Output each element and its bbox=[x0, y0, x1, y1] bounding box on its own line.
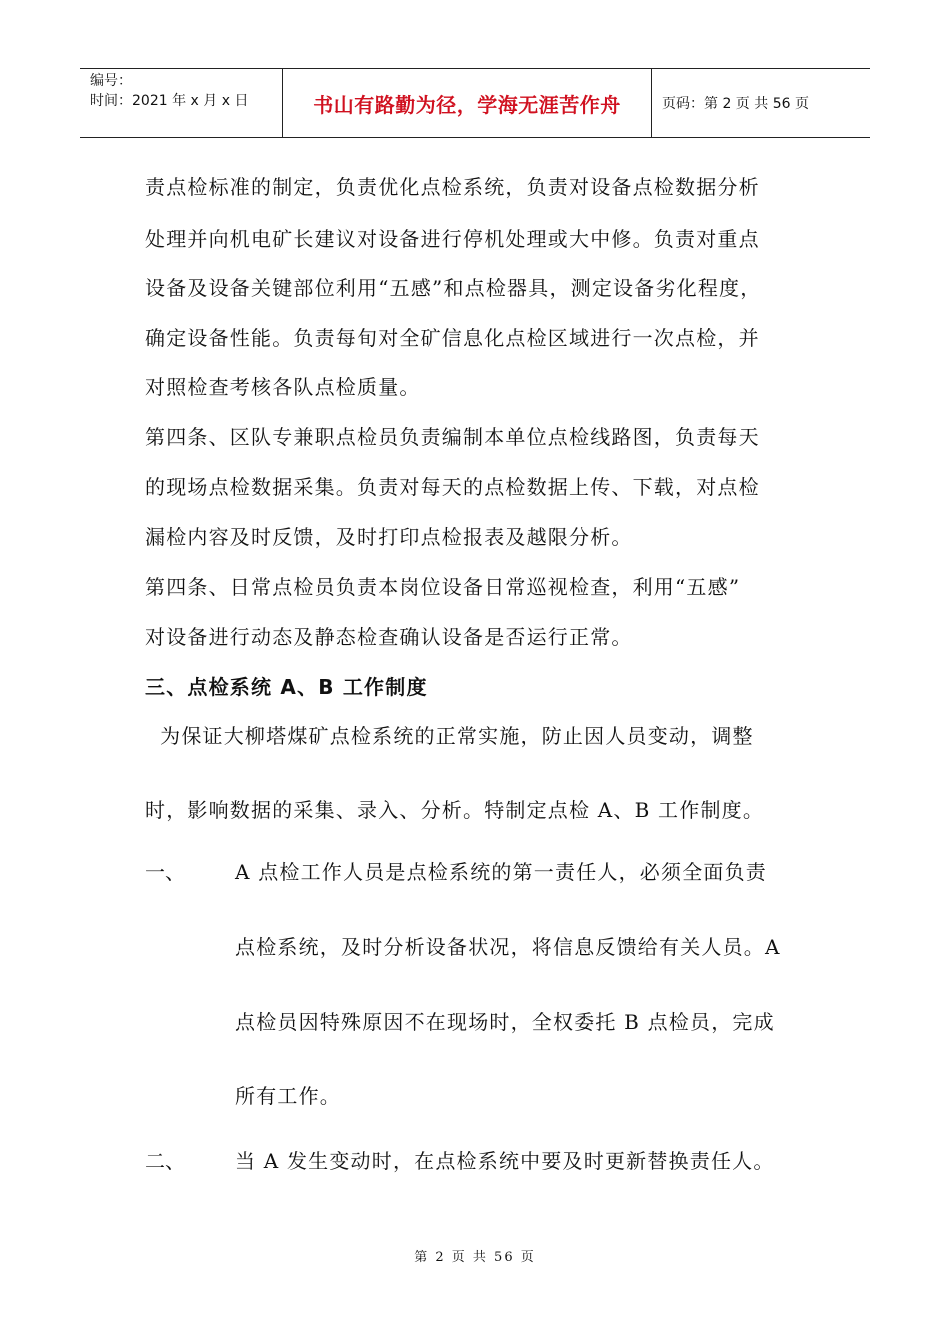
list-item-line: 所有工作。 bbox=[235, 1084, 341, 1108]
page-footer: 第 2 页 共 56 页 bbox=[414, 1250, 536, 1265]
body-line: 漏检内容及时反馈，及时打印点检报表及越限分析。 bbox=[145, 525, 633, 549]
body-line: 第四条、日常点检员负责本岗位设备日常巡视检查，利用“五感” bbox=[145, 575, 741, 599]
list-item-line: 点检系统，及时分析设备状况，将信息反馈给有关人员。A bbox=[235, 935, 781, 959]
header-meta bbox=[80, 69, 282, 137]
list-item-line: 点检员因特殊原因不在现场时，全权委托 B 点检员，完成 bbox=[235, 1010, 775, 1034]
header-time-label: 时间：2021 年 x 月 x 日 bbox=[90, 93, 249, 109]
intro-line: 为保证大柳塔煤矿点检系统的正常实施，防止因人员变动，调整 bbox=[145, 724, 754, 748]
header-code-label: 编号： bbox=[90, 73, 132, 89]
list-number: 二、 bbox=[145, 1149, 185, 1173]
header-motto: 书山有路勤为径，学海无涯苦作舟 bbox=[282, 69, 652, 137]
body-line: 第四条、区队专兼职点检员负责编制本单位点检线路图，负责每天 bbox=[145, 425, 760, 449]
body-line: 责点检标准的制定，负责优化点检系统，负责对设备点检数据分析 bbox=[145, 175, 760, 199]
body-line: 设备及设备关键部位利用“五感”和点检器具，测定设备劣化程度， bbox=[145, 276, 762, 300]
body-line: 处理并向机电矿长建议对设备进行停机处理或大中修。负责对重点 bbox=[145, 227, 760, 251]
intro-line: 时，影响数据的采集、录入、分析。特制定点检 A、B 工作制度。 bbox=[145, 798, 765, 822]
header-page-info: 页码：第 2 页 共 56 页 bbox=[662, 96, 809, 112]
body-line: 确定设备性能。负责每旬对全矿信息化点检区域进行一次点检，并 bbox=[145, 326, 760, 350]
list-item-line: 当 A 发生变动时，在点检系统中要及时更新替换责任人。 bbox=[235, 1149, 775, 1173]
body-line: 对设备进行动态及静态检查确认设备是否运行正常。 bbox=[145, 625, 633, 649]
list-number: 一、 bbox=[145, 860, 185, 884]
body-line: 对照检查考核各队点检质量。 bbox=[145, 375, 421, 399]
list-item-line: A 点检工作人员是点检系统的第一责任人，必须全面负责 bbox=[235, 860, 768, 884]
body-line: 的现场点检数据采集。负责对每天的点检数据上传、下载，对点检 bbox=[145, 475, 760, 499]
page-header bbox=[80, 68, 870, 138]
section-heading: 三、点检系统 A、B 工作制度 bbox=[145, 675, 428, 699]
